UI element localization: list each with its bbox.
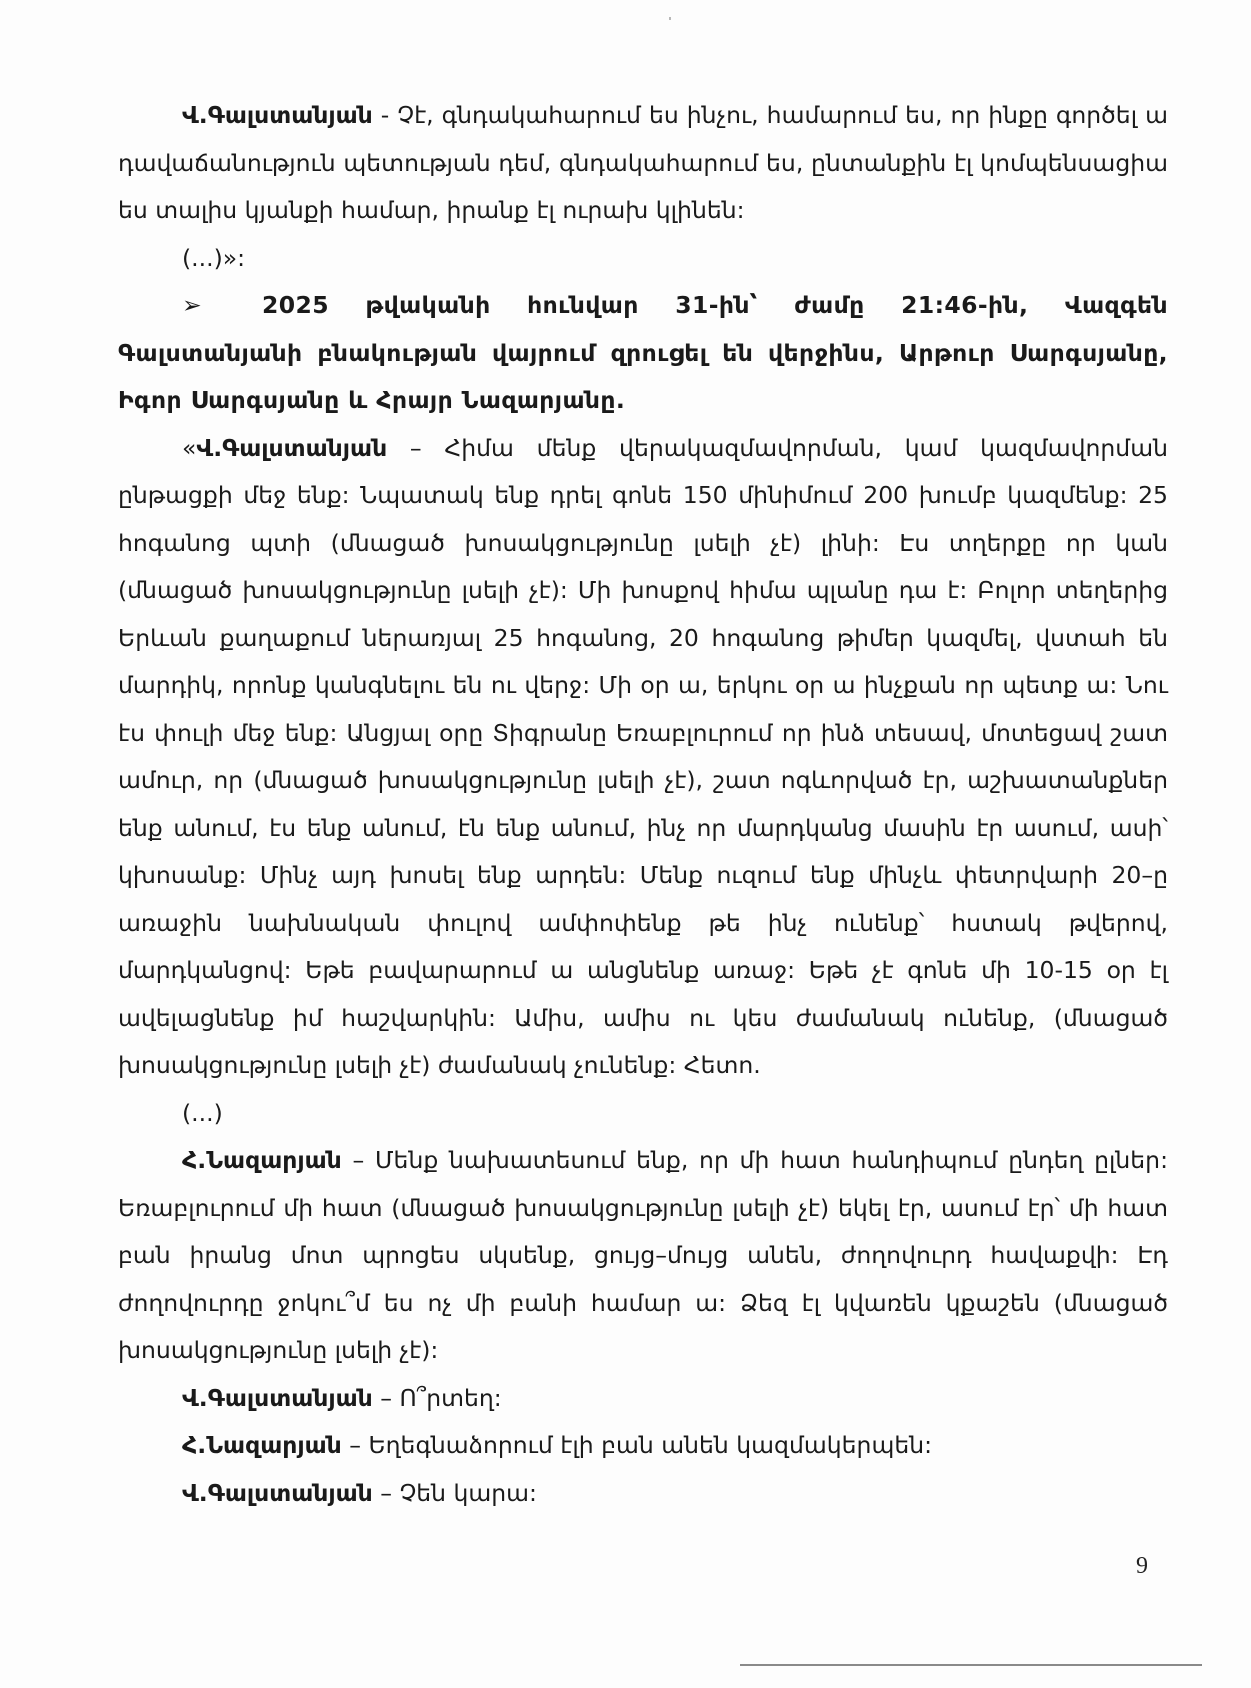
scan-edge-line	[740, 1664, 1202, 1666]
dialogue-text: – Մենք նախատեսում ենք, որ մի հատ հանդիպում ընդեղ ըլներ: Եռաբլուրում մի հատ (մնացած խոսակցությունը լսելի չէ) եկել էր, ասում էր՝ մի հատ բան իրանց մոտ պրոցես սկսենք, ցույց–մույց անեն, ժողովուրդ հավաքվի: Էդ ժողովուրդը ջոկու՞մ ես ոչ մի բանի համար ա: Ձեզ էլ կվառեն կքաշեն (մնացած խոսակցությունը լսելի չէ):	[118, 1146, 1168, 1364]
dialogue-paragraph-2	[118, 425, 1168, 1090]
dialogue-paragraph-3	[118, 1137, 1168, 1375]
dialogue-text: – Չեն կարա:	[372, 1478, 537, 1507]
speaker-name: Վ.Գալստանյան	[182, 1383, 373, 1412]
quote-open: «	[182, 433, 197, 462]
page-number: 9	[1136, 1553, 1148, 1579]
dialogue-paragraph-6	[118, 1470, 1168, 1518]
dialogue-paragraph-4	[118, 1375, 1168, 1423]
speaker-name: Հ.Նազարյան	[182, 1431, 342, 1459]
dialogue-text: - Չէ, գնդակահարում ես ինչու, համարում ես, որ ինքը գործել ա դավաճանություն պետության դեմ, գնդակահարում ես, ընտանքին էլ կոմպենսացիա ես տալիս կյանքի համար, իրանք էլ ուրախ կլինեն:	[118, 101, 1168, 224]
dialogue-paragraph-1	[118, 92, 1168, 235]
document-body	[118, 92, 1168, 1517]
speaker-name: Վ.Գալստանյան	[196, 433, 388, 462]
omission-marker: (...)»:	[182, 243, 246, 272]
dialogue-text: – Ո՞րտեղ:	[372, 1383, 502, 1412]
dialogue-text: – Հիմա մենք վերակազմավորման, կամ կազմավորման ընթացքի մեջ ենք: Նպատակ ենք դրել գոնե 150 մինիմում 200 խումբ կազմենք: 25 հոգանոց պտի (մնացած խոսակցությունը լսելի չէ) լինի: Էս տղերքը որ կան (մնացած խոսակցությունը լսելի չէ): Մի խոսքով հիմա պլանը դա է: Բոլոր տեղերից Երևան քաղաքում ներառյալ 25 հոգանոց, 20 հոգանոց թիմեր կազմել, վստահ են մարդիկ, որոնք կանգնելու են ու վերջ: Մի օր ա, երկու օր ա ինչքան որ պետք ա: Նու էս փուլի մեջ ենք: Անցյալ օրը Տիգրանը Եռաբլուրում որ ինձ տեսավ, մոտեցավ շատ ամուր, որ (մնացած խոսակցությունը լսելի չէ), շատ ոգևորված էր, աշխատանքներ ենք անում, էս ենք անում, էն ենք անում, ինչ որ մարդկանց մասին էր ասում, ասի՝ կխոսանք: Մինչ այդ խոսել ենք արդեն: Մենք ուզում ենք մինչև փետրվարի 20–ը առաջին նախնական փուլով ամփոփենք թե ինչ ունենք՝ հստակ թվերով, մարդկանցով: Եթե բավարարում ա անցնենք առաջ: Եթե չէ գոնե մի 10-15 օր էլ ավելացնենք իմ հաշվարկին: Ամիս, ամիս ու կես ժամանակ ունենք, (մնացած խոսակցությունը լսելի չէ) ժամանակ չունենք: Հետո.	[118, 433, 1168, 1079]
event-heading	[118, 282, 1168, 425]
speaker-name: Հ.Նազարյան	[182, 1146, 342, 1174]
dialogue-text: – Եղեգնաձորում էլի բան անեն կազմակերպեն:	[341, 1431, 933, 1459]
speaker-name: Վ.Գալստանյան	[182, 1478, 373, 1507]
event-heading-text: 2025 թվականի հունվար 31-ին՝ ժամը 21:46-ին, Վազգեն Գալստանյանի բնակության վայրում զրուցել են վերջինս, Արթուր Սարգսյանը, Իգոր Սարգսյանը և Հրայր Նազարյանը.	[118, 291, 1168, 414]
scan-artifact-mark	[669, 17, 671, 20]
speaker-name: Վ.Գալստանյան	[182, 101, 373, 129]
dialogue-paragraph-5	[118, 1422, 1168, 1470]
arrow-bullet-icon: ➢	[182, 291, 203, 319]
omission-marker: (...)	[182, 1098, 223, 1127]
